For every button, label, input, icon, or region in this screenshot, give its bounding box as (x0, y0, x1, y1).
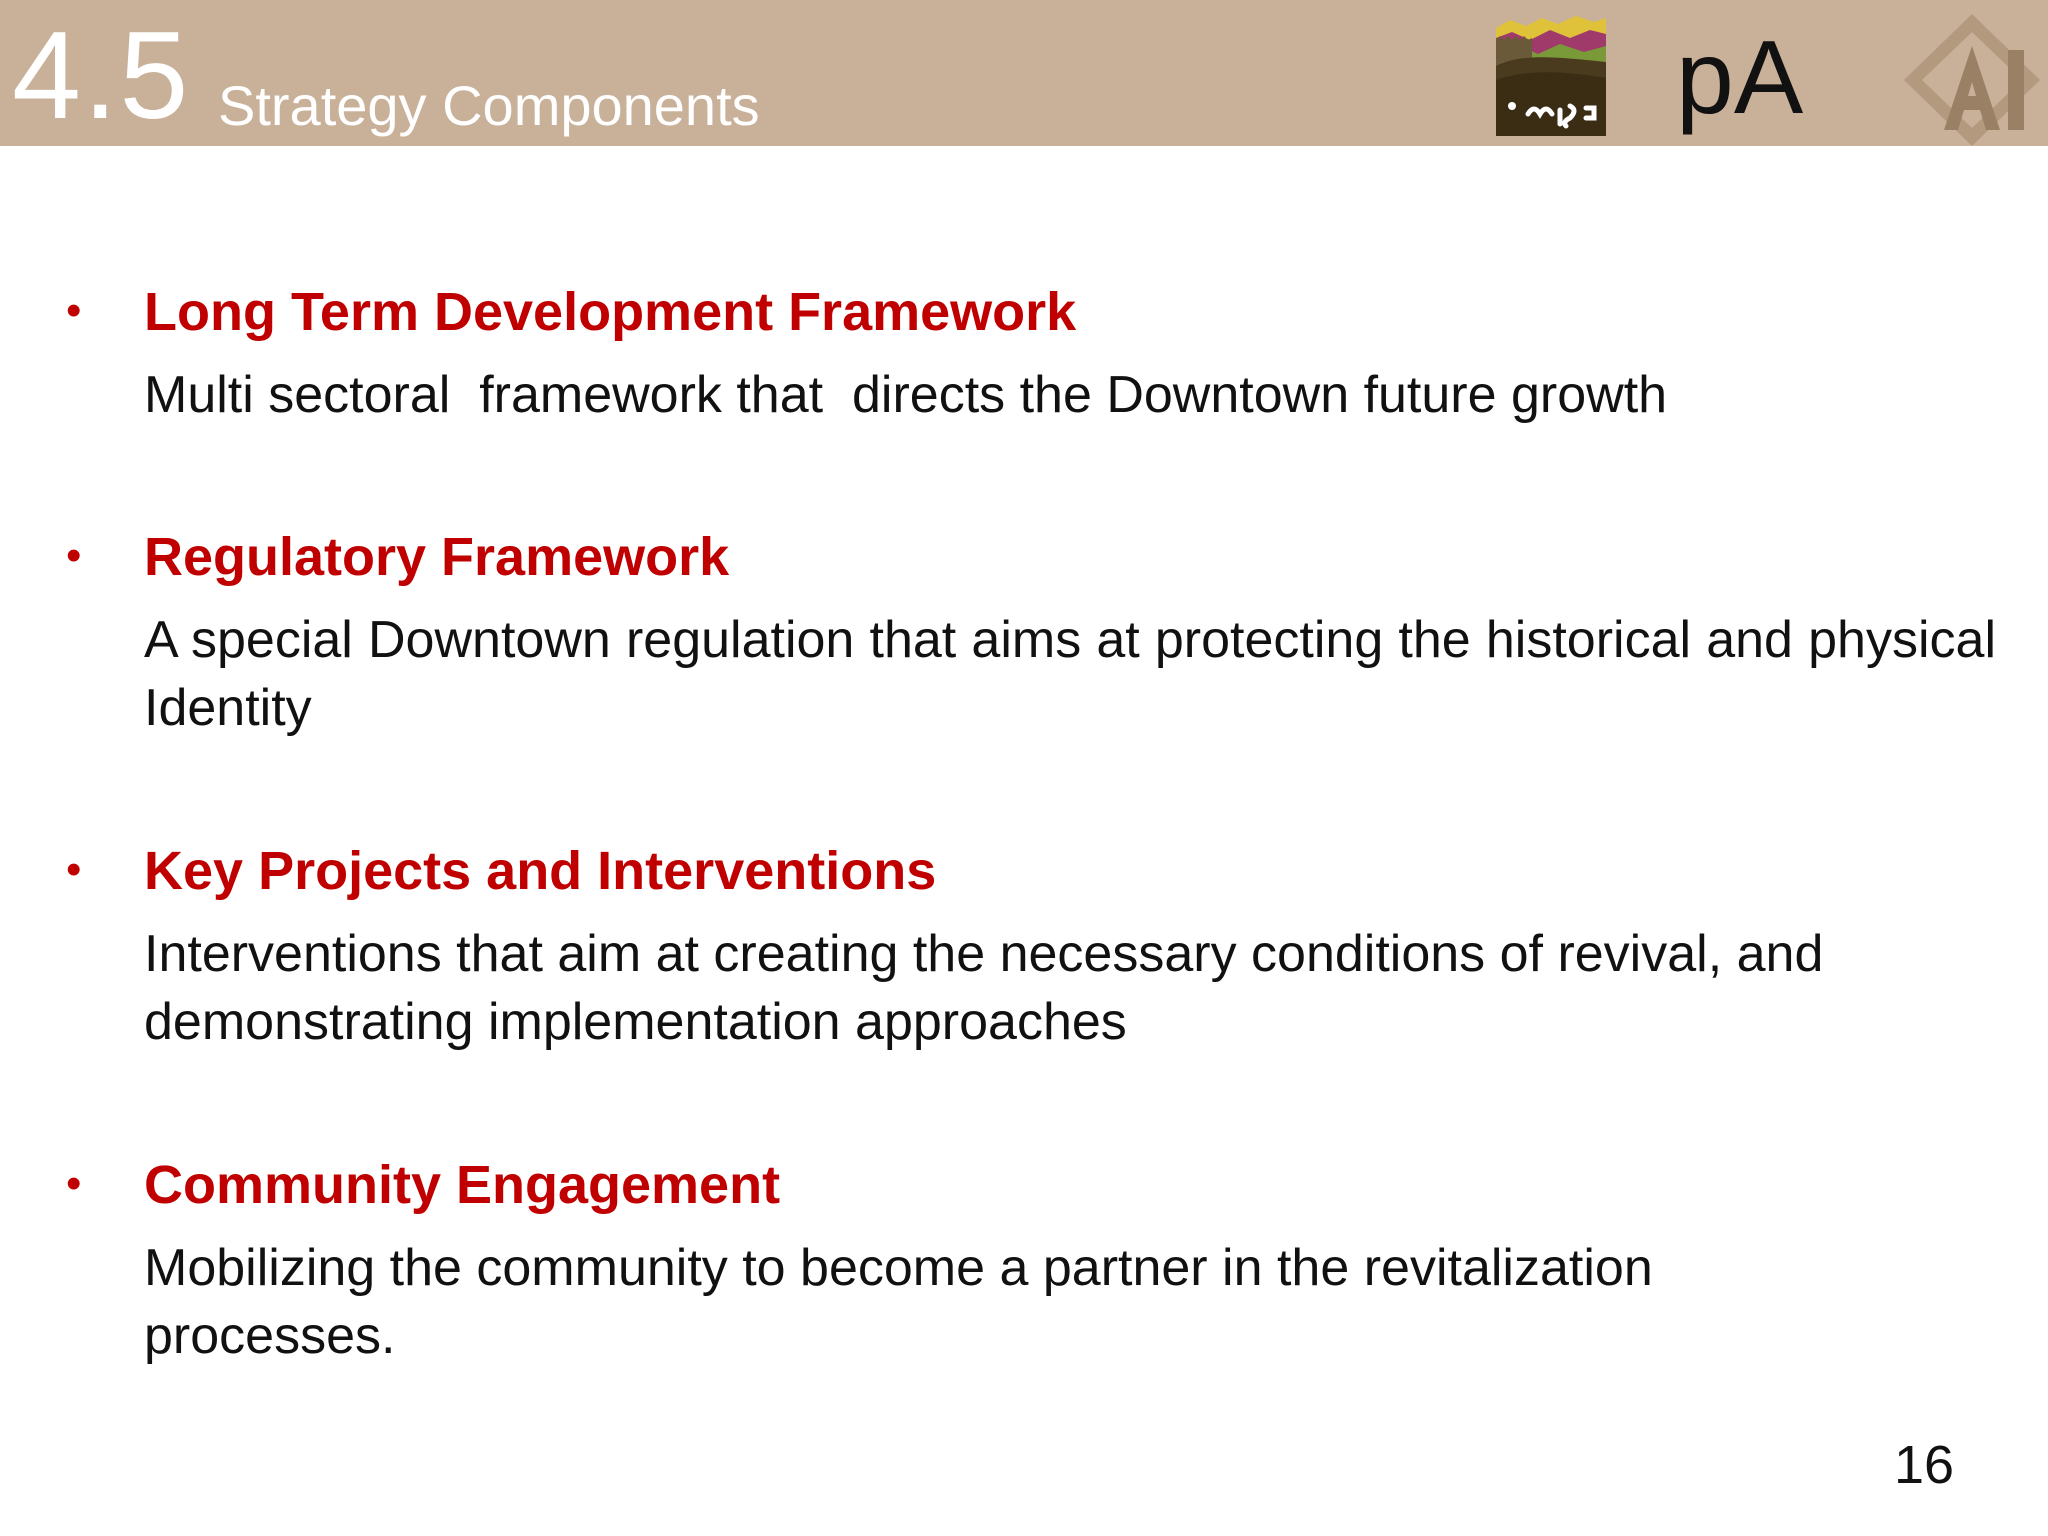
item-title: Long Term Development Framework (144, 282, 1077, 342)
pa-logo: pA (1676, 20, 1804, 136)
item-description: Interventions that aim at creating the necessary conditions of revival, and demonstrating implementation approaches (144, 925, 1824, 1051)
page-number: 16 (1894, 1435, 1955, 1495)
bullet-marker: • (66, 1159, 82, 1208)
item-title: Community Engagement (144, 1155, 781, 1215)
bullet-marker: • (66, 531, 82, 580)
item-description: A special Downtown regulation that aims at protecting the historical and physical Identity (144, 611, 1996, 737)
section-title: Strategy Components (218, 74, 760, 137)
item-title: Regulatory Framework (144, 527, 730, 587)
section-number: 4.5 (12, 7, 191, 145)
bullet-marker: • (66, 286, 82, 335)
bullet-marker: • (66, 845, 82, 894)
item-description: Multi sectoral framework that directs the Downtown future growth (144, 366, 1668, 424)
item-title: Key Projects and Interventions (144, 841, 937, 901)
item-description: Mobilizing the community to become a partner in the revitalization processes. (144, 1239, 1653, 1365)
